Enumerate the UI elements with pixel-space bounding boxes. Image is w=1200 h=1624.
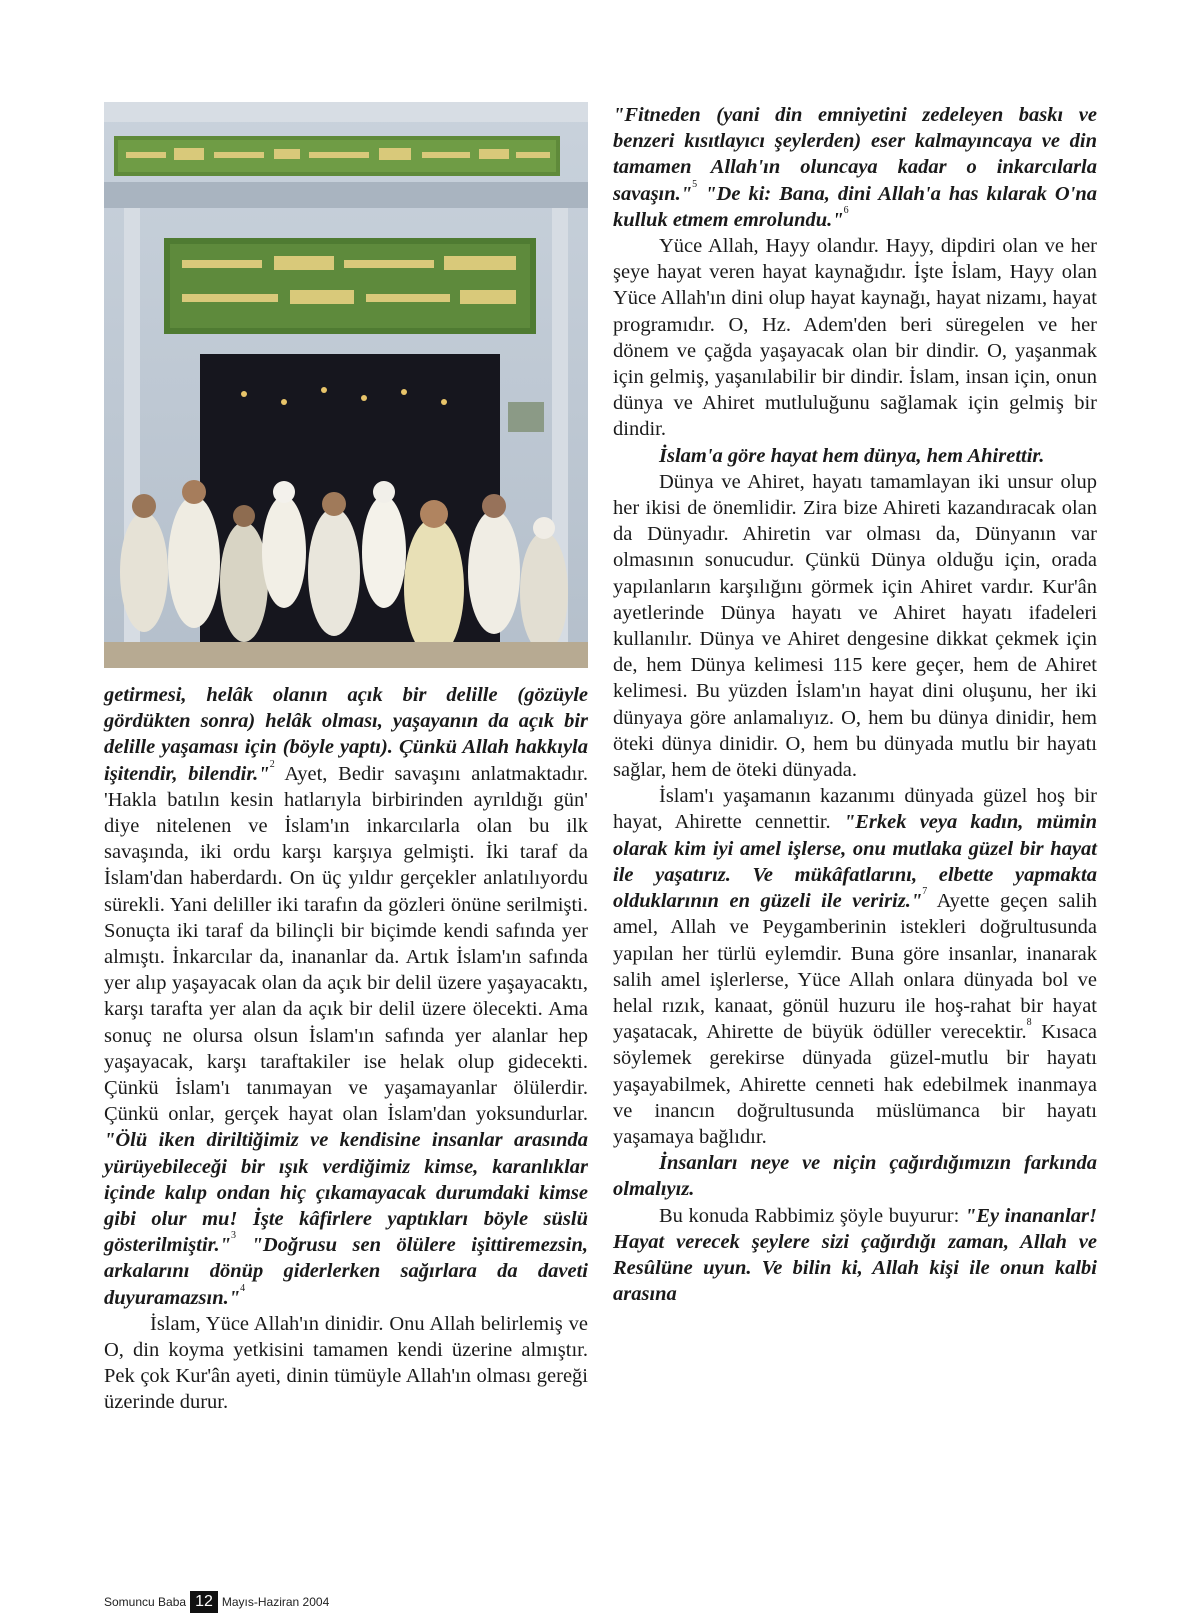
footnote-ref: 7 [922, 886, 928, 898]
footnote-ref: 4 [240, 1282, 246, 1294]
subheading [613, 1150, 1097, 1202]
magazine-name: Somuncu Baba [104, 1595, 187, 1609]
text-run: Ayet, Bedir savaşını anlatmaktadır. 'Hakla batılın kesin hatlarıyla birbirinden ayrıldığı gün' diye nitelenen ve İslam'ın inkarcılarla olan bu ilk savaşında, iki ordu karşı karşıya gelmişti. İki taraf da İslam'dan haberdardı. On üç yıldır gerçekler anlatılıyordu sürekli. Yani deliller iki tarafın da gözleri önüne serilmişti. Sonuçta iki taraf da bilinçli bir biçimde kendi safında yer almıştı. İnkarcılar da, inananlar da. Artık İslam'ın safında yer alıp yaşayacak olan da açık bir delil üzere yaşayacaktı, karşı tarafta yer alan da açık bir delil üzere ölecekti. Ama sonuç ne olursa olsun İslam'ın safında yer alanlar hep yaşayacak, karşı taraftakiler ise helak olup gidecekti. Çünkü İslam'ı tanımayan ve yaşamayanlar ölülerdir. Çünkü onlar, gerçek hayat olan İslam'dan yoksundurlar. [104, 762, 588, 1126]
right-column [613, 102, 1097, 1307]
mosque-entrance-photo [104, 102, 588, 668]
footnote-ref: 3 [231, 1230, 237, 1242]
page-footer [104, 1590, 329, 1614]
footnote-ref: 8 [1026, 1017, 1032, 1029]
emphasized-text: "Erkek veya kadın, mümin olarak kim iyi amel işlerse, onu mutlaka güzel bir hayat ile yaşatırız. Ve mükâfatlarını, elbette yapmakta olduklarının en güzeli ile veririz." [613, 811, 1097, 913]
emphasized-text: "Ey inananlar! Hayat verecek şeylere sizi çağırdığı zaman, Allah ve Resûlüne uyun. Ve bilin ki, Allah kişi ile onun kalbi arasına [613, 1204, 1097, 1306]
paragraph [613, 1203, 1097, 1308]
text-run: Bu konuda Rabbimiz şöyle buyurur: [659, 1204, 965, 1227]
text-run: İslam, Yüce Allah'ın dinidir. Onu Allah belirlemiş ve O, din koyma yetkisini tamamen kendi üzerine almıştır. Pek çok Kur'ân ayeti, dinin tümüyle Allah'ın olması gereği üzerinde durur. [104, 1312, 588, 1414]
emphasized-text: "Doğrusu sen ölülere işittiremezsin, arkalarını dönüp giderlerken sağırlara da daveti duyuramazsın." [104, 1234, 588, 1309]
subheading [613, 443, 1097, 469]
footnote-ref: 2 [269, 758, 275, 770]
text-run: Yüce Allah, Hayy olandır. Hayy, dipdiri olan ve her şeye hayat veren hayat kaynağıdır. İşte İslam, Hayy olan Yüce Allah'ın dini olup hayat kaynağı, hayat nizamı, hayat programıdır. O, Hz. Adem'den beri süregelen ve her dönem ve çağda yaşayacak olan bir dindir. O, yaşanmak için gelmiş, yaşanılabilir bir dindir. İslam, insan için, onun dünya ve Ahiret mutluluğunu sağlamak için gelmiş bir dindir. [613, 235, 1097, 441]
text-run [236, 1234, 252, 1256]
page-number: 12 [190, 1591, 218, 1613]
emphasized-text: "De ki: Bana, dini Allah'a has kılarak O'na kulluk etmem emrolundu." [613, 182, 1097, 231]
left-column [104, 102, 588, 1416]
emphasized-text: İslam'a göre hayat hem dünya, hem Ahirettir. [659, 444, 1045, 467]
paragraph [613, 102, 1097, 233]
paragraph [104, 682, 588, 1311]
text-run: Ayette geçen salih amel, Allah ve Peygamberinin istekleri doğrultusunda yapılan her türlü eylemdir. Buna göre insanlar, inanarak salih amel işlerlerse, Yüce Allah onlara dünyada bol ve helal rızık, kanaat, gönül huzuru ile hoş-rahat bir hayat yaşatacak, Ahirette de büyük ödüller verecektir. [613, 890, 1097, 1044]
paragraph [613, 469, 1097, 783]
text-run: İslam'ı yaşamanın kazanımı dünyada güzel hoş bir hayat, Ahirette cennettir. [613, 785, 1097, 834]
paragraph [613, 233, 1097, 443]
paragraph [104, 1311, 588, 1416]
emphasized-text: getirmesi, helâk olanın açık bir delille (gözüyle gördükten sonra) helâk olması, yaşayanın da açık bir delille yaşaması için (böyle yaptı). Çünkü Allah hakkıyla işitendir, bilendir." [104, 684, 588, 785]
footnote-ref: 5 [692, 178, 698, 190]
paragraph [613, 783, 1097, 1150]
text-run: Dünya ve Ahiret, hayatı tamamlayan iki unsur olup her ikisi de önemlidir. Zira bize Ahireti kazandıracak olan da Dünyadır. Ahiretin var olması da, Dünyanın var olmasının sonucudur. Çünkü Dünya olduğu için, orada yapılanların karşılığını görmek için Ahiret vardır. Kur'ân ayetlerinde Dünya hayatı ve Ahiret hayatı ifadeleri kullanılır. Dünya ve Ahiret dengesine dikkat çekmek için de, hem Dünya kelimesi 115 kere geçer, hem de Ahiret kelimesi. Bu yüzden İslam'ın hayat dini oluşunu, her iki dünyaya göre anlamalıyız. O, hem bu dünya dinidir, hem öteki dünya dinidir. O, hem bu dünyada mutlu bir hayatı sağlar, hem de öteki dünyada. [613, 470, 1097, 782]
emphasized-text: "Fitneden (yani din emniyetini zedeleyen baskı ve benzeri kısıtlayıcı şeylerden) eser kalmayıncaya ve din tamamen Allah'ın oluncaya kadar o inkarcılarla savaşın." [613, 104, 1097, 205]
issue-date: Mayıs-Haziran 2004 [221, 1595, 330, 1609]
footnote-ref: 6 [843, 204, 849, 216]
emphasized-text: "Ölü iken diriltiğimiz ve kendisine insanlar arasında yürüyebileceği bir ışık verdiğimiz kimse, karanlıklar içinde kalıp ondan hiç çıkamayacak durumdaki kimse gibi olur mu! İşte kâfirlere yaptıkları böyle süslü gösterilmiştir." [104, 1129, 588, 1257]
text-run: Kısaca söylemek gerekirse dünyada güzel-mutlu bir hayatı yaşayabilmek, Ahirette cenneti hak edebilmek inanmaya ve inancın doğrultusunda müslümanca bir hayatı yaşamaya bağlıdır. [613, 1021, 1097, 1148]
text-run [697, 183, 705, 205]
emphasized-text: İnsanları neye ve niçin çağırdığımızın farkında olmalıyız. [613, 1152, 1097, 1201]
